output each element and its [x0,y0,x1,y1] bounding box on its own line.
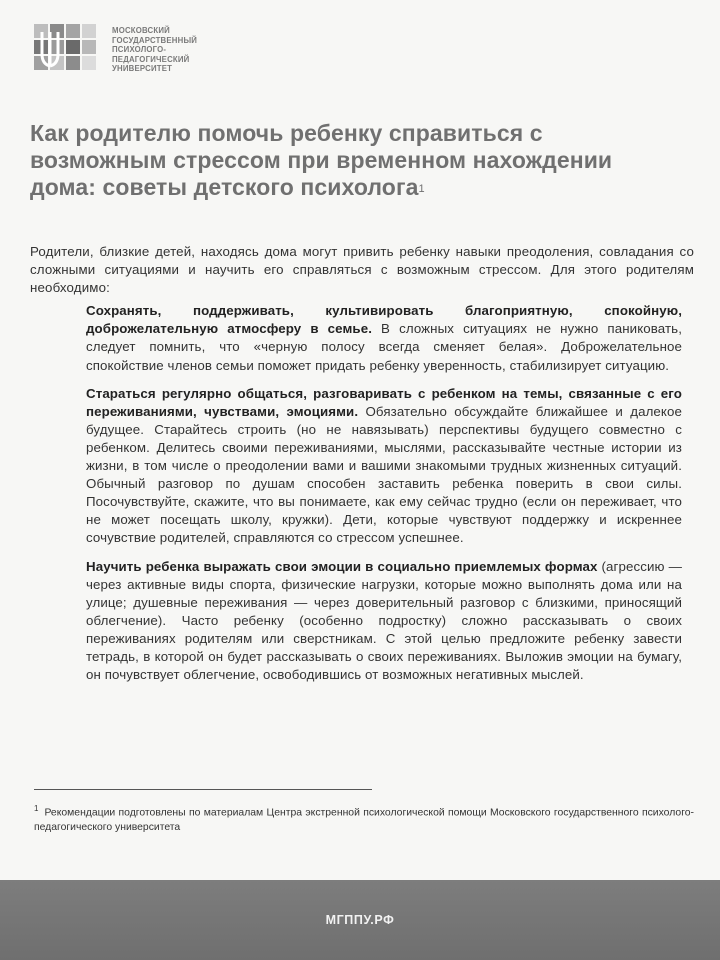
page-footer [0,880,720,960]
footnote-marker: 1 [34,804,39,813]
title-footnote-marker: 1 [418,183,425,195]
advice-lead: Сохранять, поддерживать, культивировать благоприятную, спокойную, доброжелательную атмосферу в семье. [86,303,682,337]
advice-lead: Научить ребенка выражать свои эмоции в социально приемлемых формах [86,558,598,574]
advice-body: Обязательно обсуждайте ближайшее и далекое будущее. Старайтесь строить (но не навязывать) перспективы будущего совместно с ребенком. Делитесь своими переживаниями, мыслями, рассказывайте честные истории из жизни, в том числе о преодолении вами и вашими знакомыми трудных жизненных ситуаций. Обычный разговор по душам способен заставить ребенка поверить в свои силы. Посочувствуйте, скажите, что вы понимаете, как ему сейчас трудно (если он переживает, что не может посещать школу, кружки). Дети, которые чувствуют поддержку и искреннее сочувствие родителей, справляются со стрессом успешнее. [86,403,682,546]
advice-item [30,558,694,685]
advice-item [30,385,694,548]
page-header [34,24,197,84]
university-logo-icon [34,24,98,82]
intro-paragraph: Родители, близкие детей, находясь дома могут привить ребенку навыки преодоления, совладания со сложными ситуациями и научить его справляться с возможным стрессом. Для этого родителям необходимо: [30,244,694,296]
footnote-text: Рекомендации подготовлены по материалам Центра экстренной психологической помощи Московского государственного психолого-педагогического университета [34,807,694,834]
university-name: МОСКОВСКИЙ ГОСУДАРСТВЕННЫЙ ПСИХОЛОГО- ПЕДАГОГИЧЕСКИЙ УНИВЕРСИТЕТ [112,26,198,74]
advice-body: (агрессию — через активные виды спорта, физические нагрузки, которые можно выполнять дома или на улице; душевные переживания — через доверительный разговор с близкими, приносящий облегчение). Часто ребенку (особенно подростку) сложно рассказывать о своих переживаниях родителям или сверстникам. С этой целью предложите ребенку завести тетрадь, в которой он будет рассказывать о своих переживаниях. Выложив эмоции на бумагу, он почувствует облегчение, освободившись от возможных негативных мыслей. [86,558,682,683]
advice-body: В сложных ситуациях не нужно паниковать, следует помнить, что «черную полосу всегда сменяет белая». Доброжелательное спокойствие членов семьи поможет придать ребенку уверенность, стабилизирует ситуацию. [86,321,682,373]
advice-lead: Стараться регулярно общаться, разговаривать с ребенком на темы, связанные с его переживаниями, чувствами, эмоциями. [86,385,682,419]
page-title [30,120,670,201]
footnote [34,801,694,835]
footnote-divider [34,789,372,790]
footer-site-link[interactable]: МГППУ.РФ [325,913,395,927]
advice-item [30,302,694,374]
article-body [30,243,694,694]
title-text: Как родителю помочь ребенку справиться с возможным стрессом при временном нахождении дома: советы детского психолога [30,120,613,200]
